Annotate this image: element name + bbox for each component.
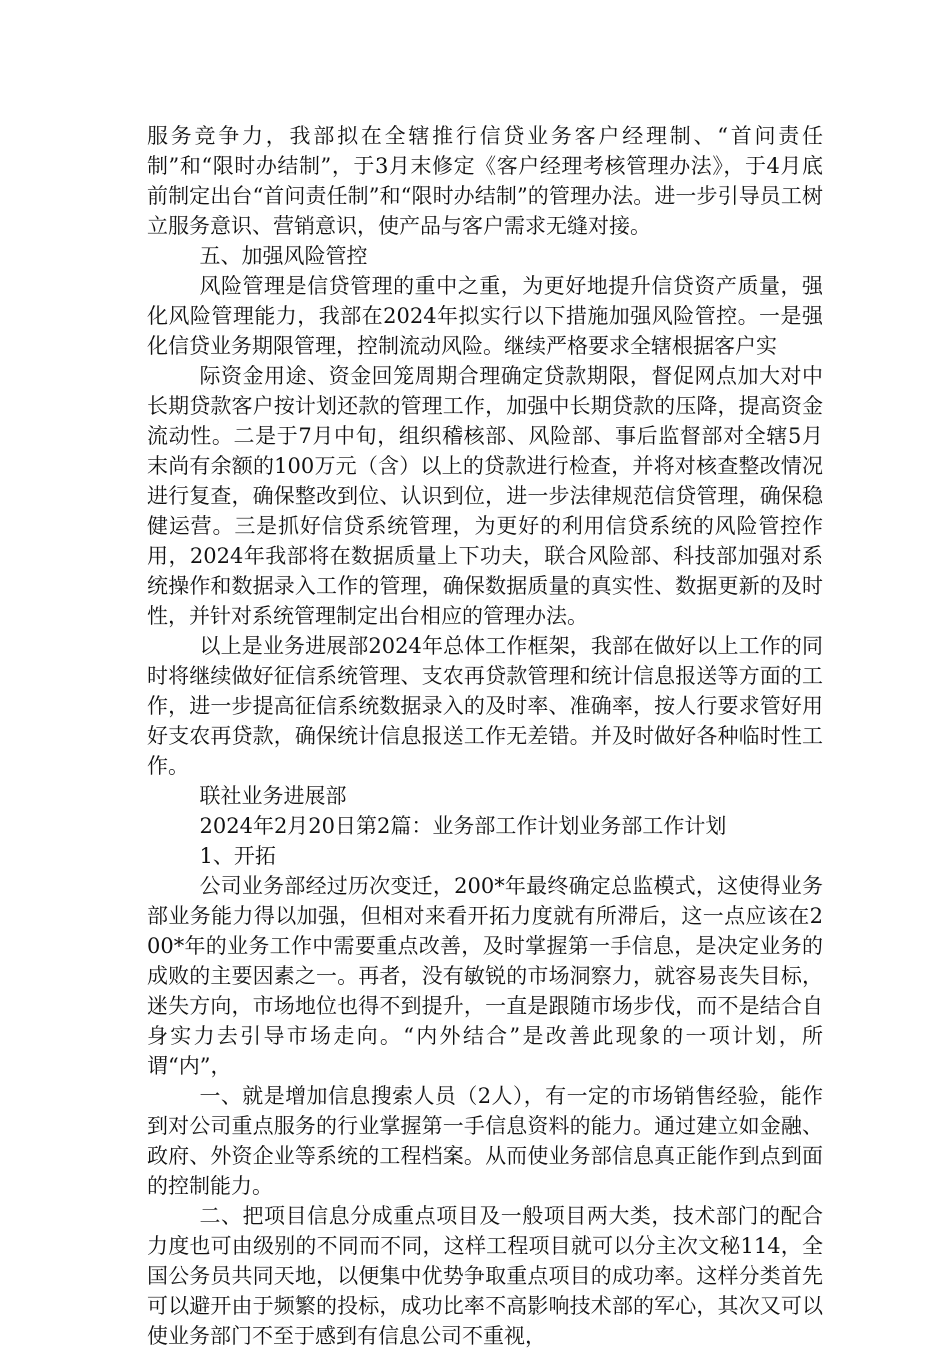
paragraph-business-department: 公司业务部经过历次变迁，200*年最终确定总监模式，这使得业务部业务能力得以加强，但相对来看开拓力度就有所滞后，这一点应该在200*年的业务工作中需要重点改善，及时掌握第一手信息，是决定业务的成败的主要因素之一。再者，没有敏锐的市场洞察力，就容易丧失目标，迷失方向，市场地位也得不到提升，一直是跟随市场步伐，而不是结合自身实力去引导市场走向。“内外结合”是改善此现象的一项计划，所谓“内”， <box>147 874 823 1078</box>
section-heading-risk-control: 五、加强风险管控 <box>199 244 368 268</box>
section-heading-expand: 1、开拓 <box>199 844 276 868</box>
date-and-second-title: 2024年2月20日第2篇：业务部工作计划业务部工作计划 <box>199 814 727 838</box>
paragraph-risk-management: 风险管理是信贷管理的重中之重，为更好地提升信贷资产质量，强化风险管理能力，我部在2024年拟实行以下措施加强风险管控。一是强化信贷业务期限管理，控制流动风险。继续严格要求全辖根据客户实 <box>147 274 823 358</box>
document-body <box>147 121 823 1351</box>
paragraph-summary: 以上是业务进展部2024年总体工作框架，我部在做好以上工作的同时将继续做好征信系统管理、支农再贷款管理和统计信息报送等方面的工作，进一步提高征信系统数据录入的及时率、准确率，按人行要求管好用好支农再贷款，确保统计信息报送工作无差错。并及时做好各种临时性工作。 <box>147 634 823 778</box>
paragraph-point-one: 一、就是增加信息搜索人员（2人），有一定的市场销售经验，能作到对公司重点服务的行业掌握第一手信息资料的能力。通过建立如金融、政府、外资企业等系统的工程档案。从而使业务部信息真正能作到点到面的控制能力。 <box>147 1084 823 1198</box>
signature-department: 联社业务进展部 <box>199 784 347 808</box>
paragraph-loan-term-management: 际资金用途、资金回笼周期合理确定贷款期限，督促网点加大对中长期贷款客户按计划还款的管理工作，加强中长期贷款的压降，提高资金流动性。二是于7月中旬，组织稽核部、风险部、事后监督部对全辖5月末尚有余额的100万元（含）以上的贷款进行检查，并将对核查整改情况进行复查，确保整改到位、认识到位，进一步法律规范信贷管理，确保稳健运营。三是抓好信贷系统管理，为更好的利用信贷系统的风险管控作用，2024年我部将在数据质量上下功夫，联合风险部、科技部加强对系统操作和数据录入工作的管理，确保数据质量的真实性、数据更新的及时性，并针对系统管理制定出台相应的管理办法。 <box>147 364 823 628</box>
paragraph-point-two: 二、把项目信息分成重点项目及一般项目两大类，技术部门的配合力度也可由级别的不同而不同，这样工程项目就可以分主次文秘114，全国公务员共同天地，以便集中优势争取重点项目的成功率。这样分类首先可以避开由于频繁的投标，成功比率不高影响技术部的军心，其次又可以使业务部门不至于感到有信息公司不重视， <box>147 1204 823 1348</box>
paragraph-service-competitiveness: 服务竞争力，我部拟在全辖推行信贷业务客户经理制、“首问责任制”和“限时办结制”，于3月末修定《客户经理考核管理办法》，于4月底前制定出台“首问责任制”和“限时办结制”的管理办法。进一步引导员工树立服务意识、营销意识，使产品与客户需求无缝对接。 <box>147 124 823 238</box>
